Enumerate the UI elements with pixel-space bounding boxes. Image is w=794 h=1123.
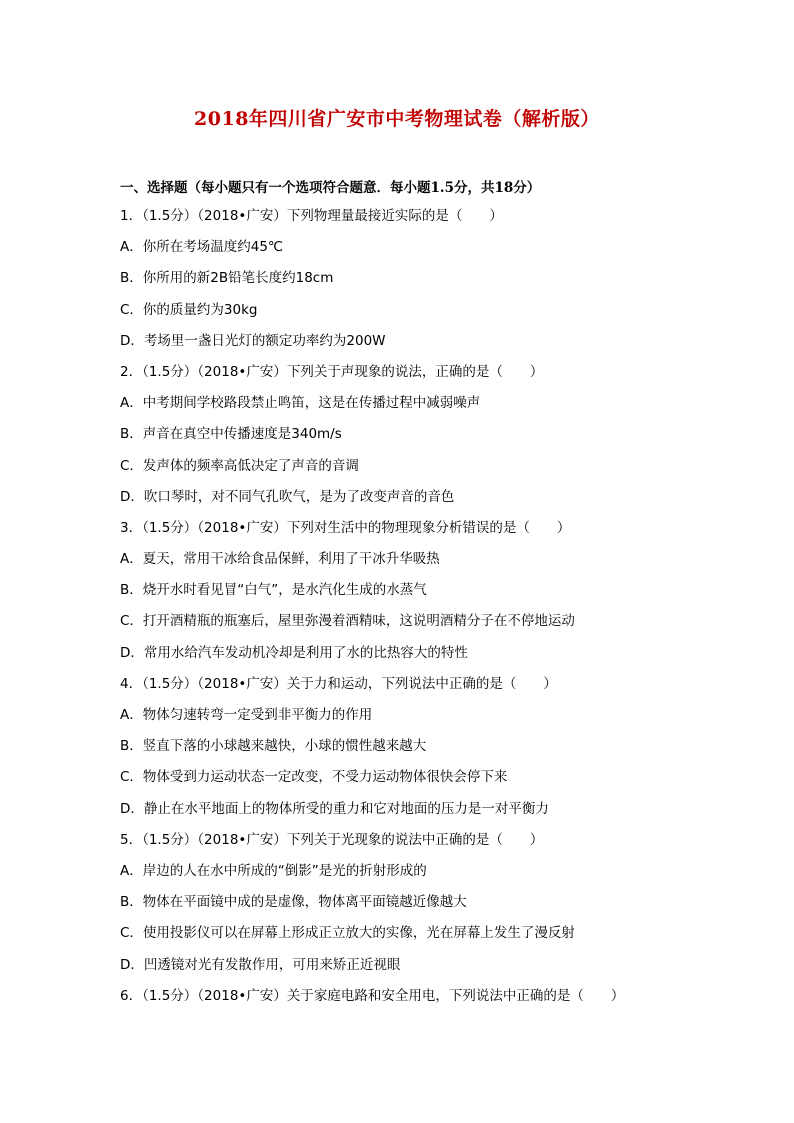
option-a: A．中考期间学校路段禁止鸣笛，这是在传播过程中减弱噪声	[120, 395, 481, 412]
option-c: C．物体受到力运动状态一定改变，不受力运动物体很快会停下来	[120, 769, 508, 786]
option-c: C．打开酒精瓶的瓶塞后，屋里弥漫着酒精味，这说明酒精分子在不停地运动	[120, 613, 575, 630]
section-heading: 一、选择题（每小题只有一个选项符合题意．每小题1.5分，共18分）	[120, 180, 541, 196]
option-a: A．岸边的人在水中所成的“倒影”是光的折射形成的	[120, 862, 427, 879]
page-title: 2018年四川省广安市中考物理试卷（解析版）	[194, 108, 600, 130]
option-d: D．静止在水平地面上的物体所受的重力和它对地面的压力是一对平衡力	[120, 800, 549, 817]
option-c: C．你的质量约为30kg	[120, 301, 258, 318]
question-stem: 6．（1.5分）（2018•广安）关于家庭电路和安全用电，下列说法中正确的是（ ）	[120, 987, 625, 1004]
option-b: B．竖直下落的小球越来越快，小球的惯性越来越大	[120, 738, 427, 755]
option-d: D．凹透镜对光有发散作用，可用来矫正近视眼	[120, 956, 401, 973]
option-c: C．使用投影仪可以在屏幕上形成正立放大的实像，光在屏幕上发生了漫反射	[120, 925, 575, 942]
question-stem: 3．（1.5分）（2018•广安）下列对生活中的物理现象分析错误的是（ ）	[120, 519, 571, 536]
option-b: B．烧开水时看见冒“白气”，是水汽化生成的水蒸气	[120, 582, 427, 599]
question-list	[120, 206, 680, 1017]
option-d: D．吹口琴时，对不同气孔吹气，是为了改变声音的音色	[120, 488, 455, 505]
option-b: B．你所用的新2B铅笔长度约18cm	[120, 270, 334, 287]
option-d: D．常用水给汽车发动机冷却是利用了水的比热容大的特性	[120, 644, 468, 661]
question-stem: 4．（1.5分）（2018•广安）关于力和运动，下列说法中正确的是（ ）	[120, 675, 557, 692]
question-stem: 1．（1.5分）（2018•广安）下列物理量最接近实际的是（ ）	[120, 208, 503, 224]
option-b: B．声音在真空中传播速度是340m/s	[120, 426, 342, 443]
question-stem: 2．（1.5分）（2018•广安）下列关于声现象的说法，正确的是（ ）	[120, 363, 544, 380]
question-stem: 5．（1.5分）（2018•广安）下列关于光现象的说法中正确的是（ ）	[120, 831, 544, 848]
option-b: B．物体在平面镜中成的是虚像，物体离平面镜越近像越大	[120, 894, 467, 911]
option-a: A．夏天，常用干冰给食品保鲜，利用了干冰升华吸热	[120, 551, 440, 568]
option-a: A．物体匀速转弯一定受到非平衡力的作用	[120, 707, 373, 723]
option-a: A．你所在考场温度约45℃	[120, 239, 284, 256]
option-c: C．发声体的频率高低决定了声音的音调	[120, 457, 359, 474]
option-d: D．考场里一盏日光灯的额定功率约为200W	[120, 332, 386, 349]
